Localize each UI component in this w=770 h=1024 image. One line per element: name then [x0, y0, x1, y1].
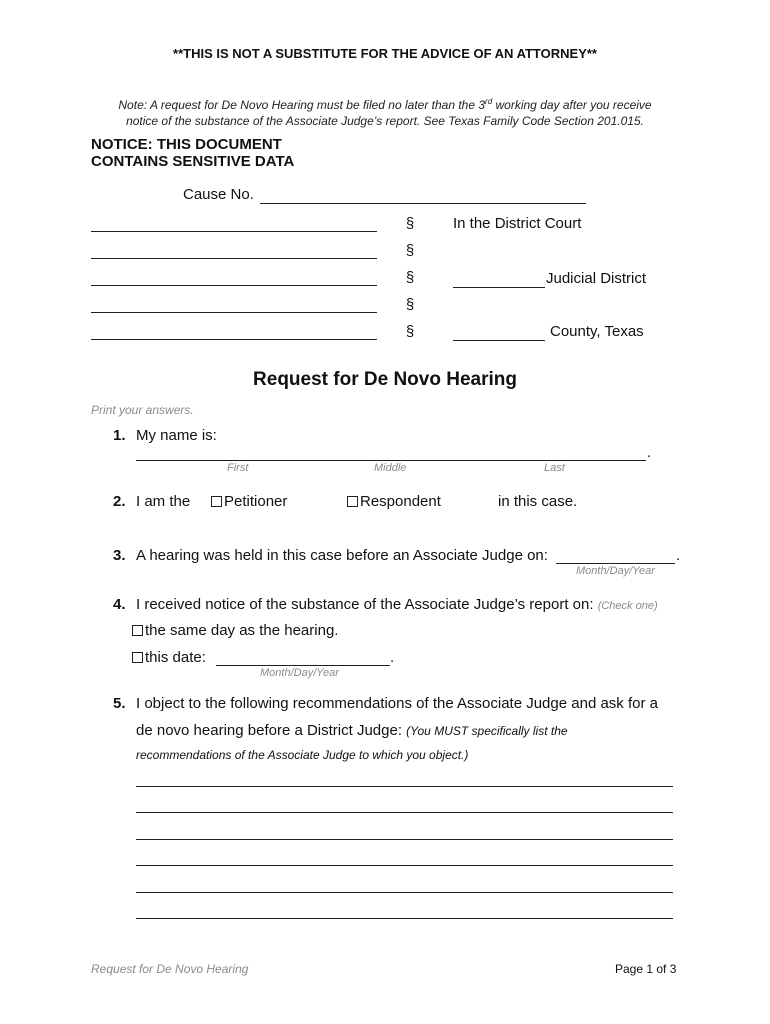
respondent-option[interactable]: Respondent — [347, 493, 441, 510]
party-line-2[interactable] — [91, 258, 377, 259]
party-line-1[interactable] — [91, 231, 377, 232]
district-number-field[interactable] — [453, 287, 545, 288]
item-number: 5. — [113, 695, 126, 712]
objection-line[interactable] — [136, 865, 673, 866]
notice-date-label: I received notice of the substance of the Associate Judge’s report on: (Check one) — [136, 596, 658, 613]
middle-name-label: Middle — [374, 462, 407, 474]
county-label: County, Texas — [550, 323, 644, 340]
item-number: 1. — [113, 427, 126, 444]
same-day-option[interactable]: the same day as the hearing. — [132, 622, 338, 639]
objection-hint-2: recommendations of the Associate Judge to which you object.) — [136, 748, 469, 762]
objection-text: I object to the following recommendations of the Associate Judge and ask for a — [136, 695, 658, 712]
hearing-date-field[interactable] — [556, 563, 675, 564]
item-number: 3. — [113, 547, 126, 564]
petitioner-checkbox[interactable] — [211, 496, 222, 507]
period: . — [390, 649, 395, 666]
objection-line[interactable] — [136, 918, 673, 919]
objection-line[interactable] — [136, 839, 673, 840]
objection-text-2: de novo hearing before a District Judge: (You MUST specifically list the — [136, 722, 568, 739]
date-format-hint: Month/Day/Year — [576, 565, 655, 577]
sensitive-data-notice: NOTICE: THIS DOCUMENT CONTAINS SENSITIVE DATA — [91, 136, 295, 170]
footer-title: Request for De Novo Hearing — [91, 962, 249, 976]
name-label: My name is: — [136, 427, 217, 444]
section-symbol: § — [405, 296, 415, 313]
full-name-field[interactable] — [136, 460, 646, 461]
objection-line[interactable] — [136, 892, 673, 893]
party-line-3[interactable] — [91, 285, 377, 286]
court-name: In the District Court — [453, 215, 582, 232]
cause-number-label: Cause No. — [183, 186, 254, 203]
first-name-label: First — [227, 462, 249, 474]
last-name-label: Last — [544, 462, 565, 474]
period: . — [647, 444, 652, 461]
same-day-checkbox[interactable] — [132, 625, 143, 636]
disclaimer: **THIS IS NOT A SUBSTITUTE FOR THE ADVICE OF AN ATTORNEY** — [173, 46, 597, 61]
county-field[interactable] — [453, 340, 545, 341]
page-number: Page 1 of 3 — [615, 962, 677, 976]
party-line-4[interactable] — [91, 312, 377, 313]
item-number: 4. — [113, 596, 126, 613]
section-symbol: § — [405, 215, 415, 232]
hearing-date-label: A hearing was held in this case before an Associate Judge on: — [136, 547, 548, 564]
notice-date-field[interactable] — [216, 665, 390, 666]
page-title: Request for De Novo Hearing — [253, 369, 517, 390]
period: . — [676, 547, 681, 564]
in-this-case-label: in this case. — [498, 493, 578, 510]
date-format-hint: Month/Day/Year — [260, 667, 339, 679]
objection-line[interactable] — [136, 812, 673, 813]
objection-line[interactable] — [136, 786, 673, 787]
this-date-checkbox[interactable] — [132, 652, 143, 663]
section-symbol: § — [405, 242, 415, 259]
party-role-label: I am the — [136, 493, 191, 510]
cause-number-field[interactable] — [260, 203, 586, 204]
filing-note: Note: A request for De Novo Hearing must be filed no later than the 3rd working day after you receive notice of the substance of the Associate Judge’s report. See Texas Family Code Section 201.015. — [118, 97, 652, 128]
respondent-checkbox[interactable] — [347, 496, 358, 507]
petitioner-option[interactable]: Petitioner — [211, 493, 287, 510]
print-instructions: Print your answers. — [91, 403, 194, 417]
item-number: 2. — [113, 493, 126, 510]
objection-hint: (You MUST specifically list the — [406, 724, 568, 738]
section-symbol: § — [405, 323, 415, 340]
this-date-option[interactable]: this date: — [132, 649, 206, 666]
check-one-hint: (Check one) — [597, 600, 658, 612]
section-symbol: § — [405, 269, 415, 286]
judicial-district-label: Judicial District — [546, 270, 647, 287]
party-line-5[interactable] — [91, 339, 377, 340]
